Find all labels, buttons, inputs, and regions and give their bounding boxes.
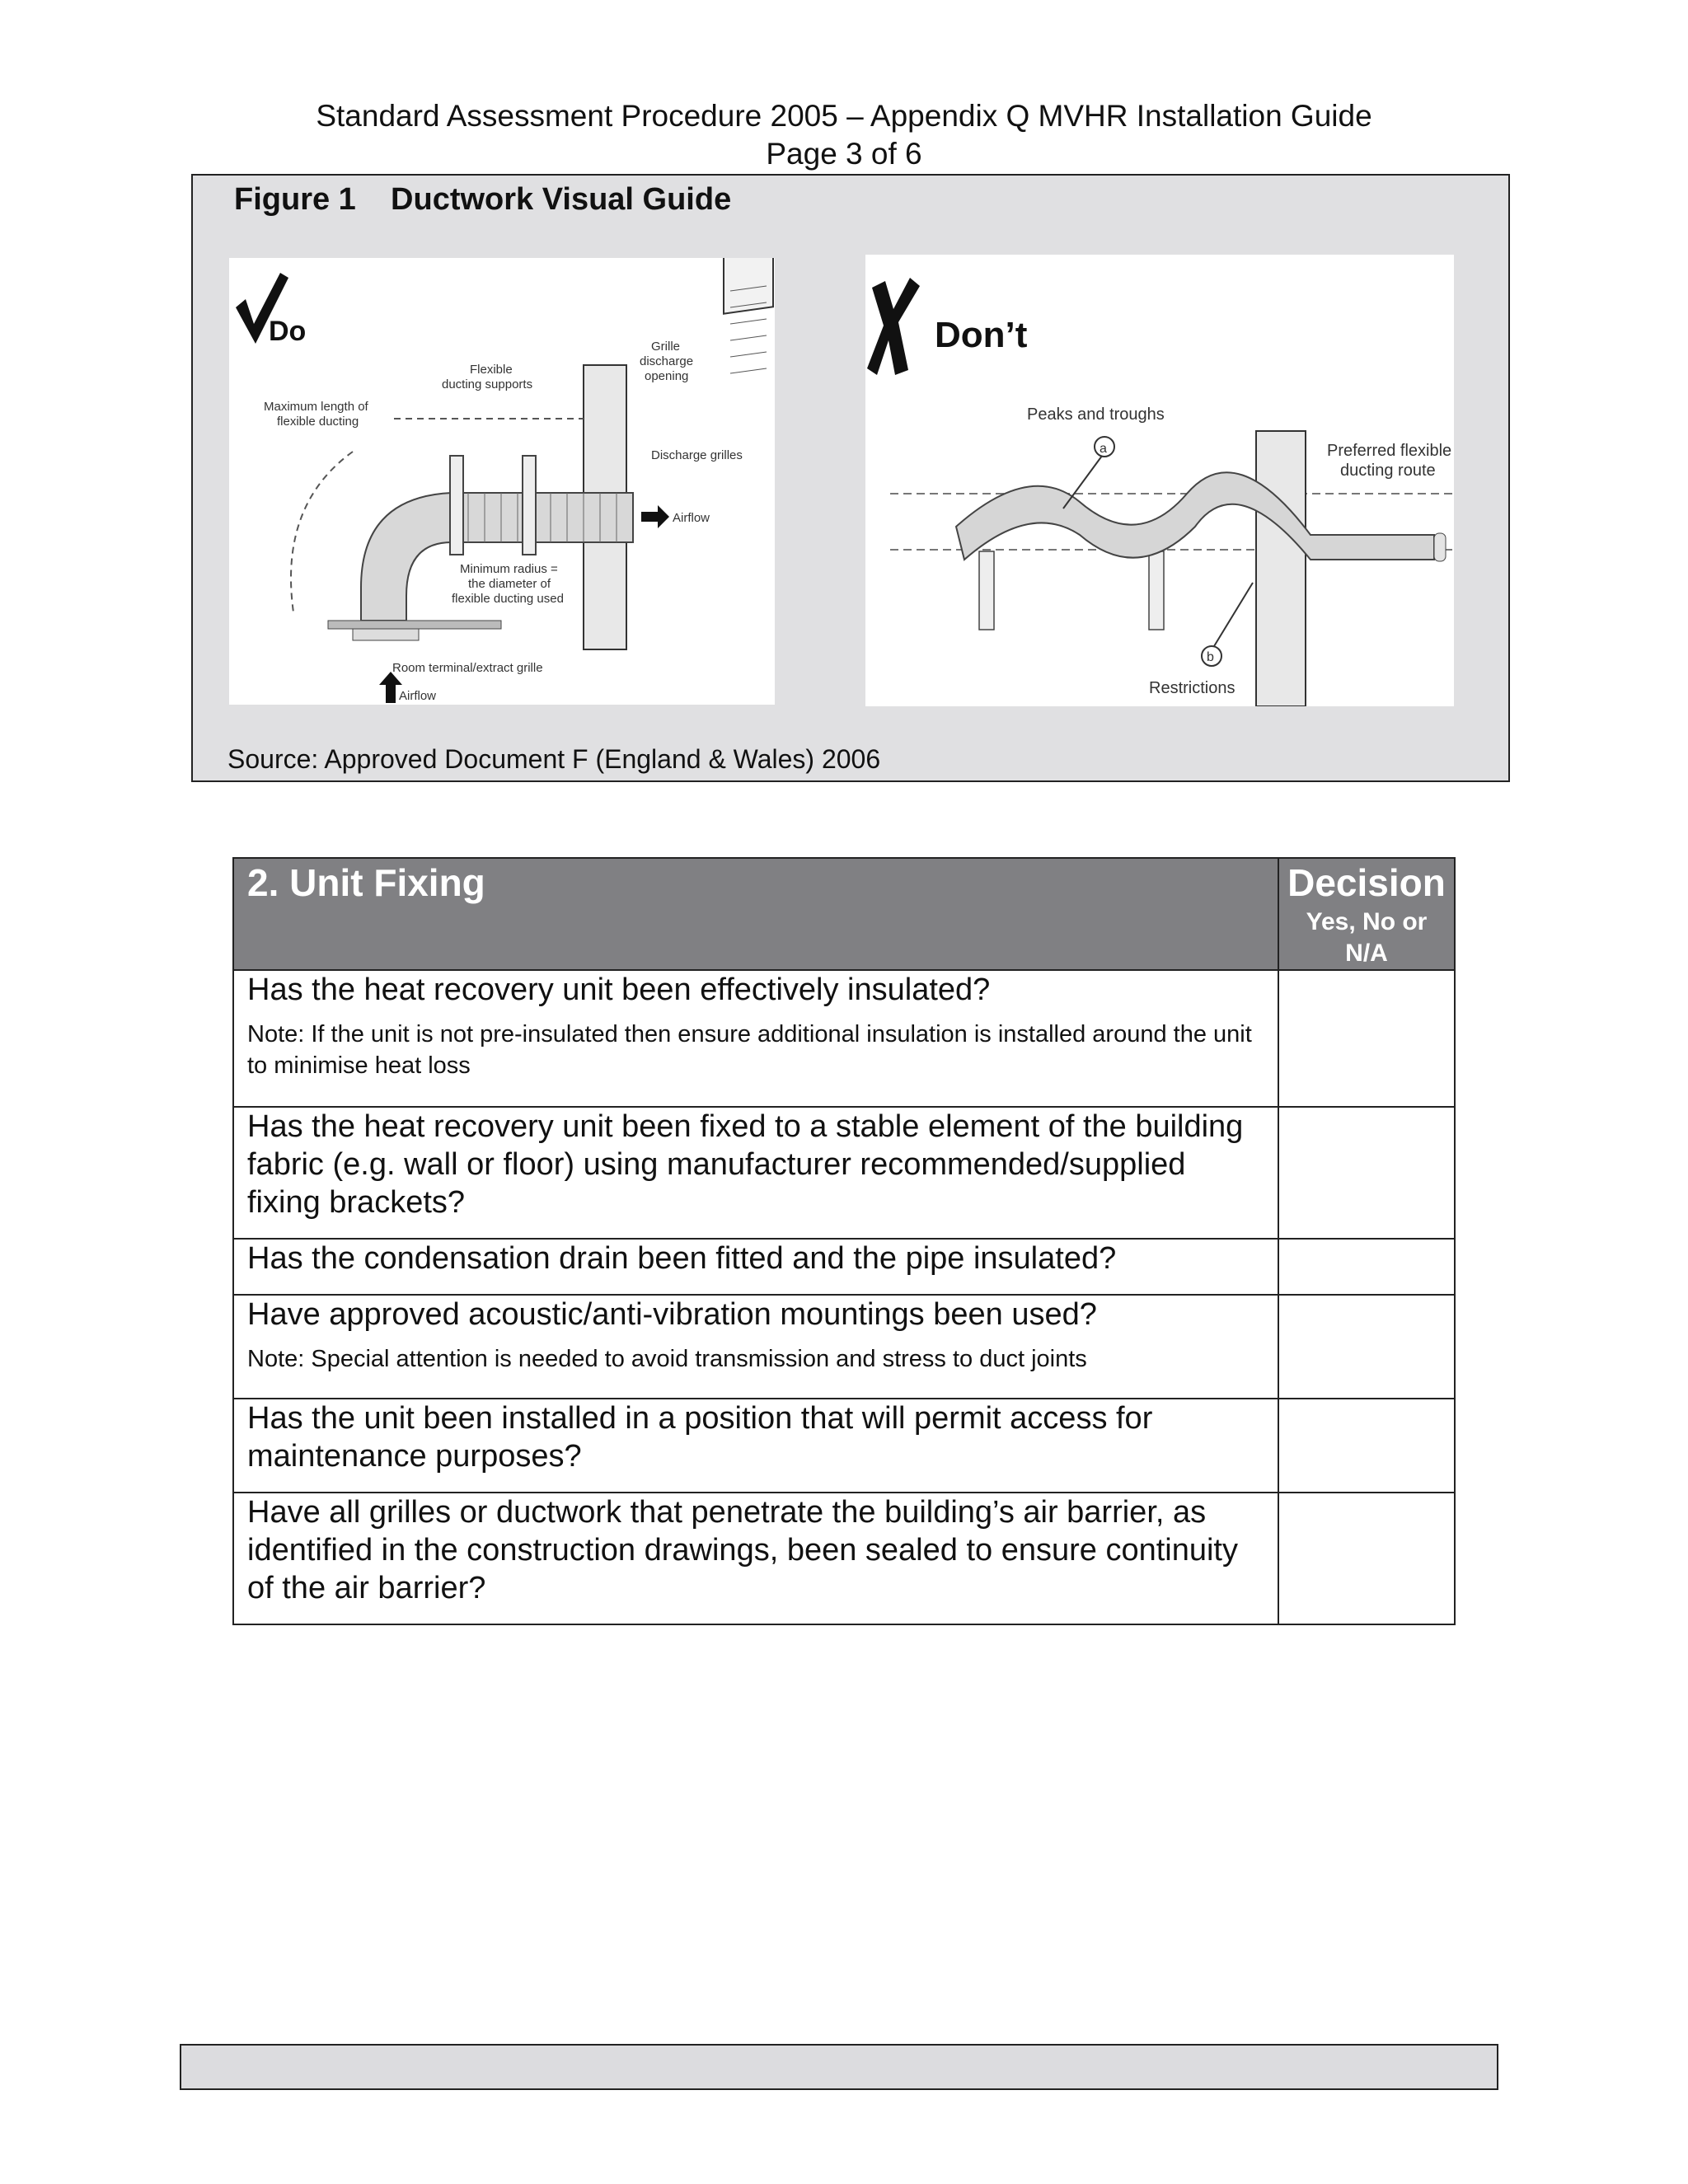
question-text: Have all grilles or ductwork that penetrate the building’s air barrier, as identified in the construction drawings, been sealed to ensure continuity of the air barrier? (247, 1495, 1238, 1605)
table-row (233, 1399, 1455, 1493)
question-text: Has the heat recovery unit been effectively insulated? (247, 972, 991, 1007)
question-text: Has the heat recovery unit been fixed to a stable element of the building fabric (e.g. wall or floor) using manufacturer recommended/supplied fixing brackets? (247, 1109, 1244, 1220)
svg-text:discharge: discharge (640, 354, 694, 368)
svg-text:Airflow: Airflow (673, 511, 710, 525)
section-title: 2. Unit Fixing (233, 858, 1278, 970)
decision-cell[interactable] (1278, 1399, 1455, 1493)
decision-cell[interactable] (1278, 1239, 1455, 1295)
question-cell (233, 1399, 1278, 1493)
do-illustration (229, 258, 775, 705)
question-text: Have approved acoustic/anti-vibration mountings been used? (247, 1297, 1097, 1332)
airflow-arrow-right-icon (641, 505, 669, 528)
svg-text:flexible ducting: flexible ducting (277, 415, 359, 429)
unit-fixing-table (232, 857, 1456, 1625)
grille-icon (724, 258, 773, 373)
wavy-duct (956, 472, 1434, 560)
page-number: Page 3 of 6 (766, 137, 922, 171)
svg-text:Airflow: Airflow (399, 689, 437, 703)
svg-text:ducting supports: ducting supports (442, 377, 533, 391)
decision-cell[interactable] (1278, 1493, 1455, 1624)
svg-text:Discharge grilles: Discharge grilles (651, 448, 743, 462)
svg-text:Grille: Grille (651, 340, 681, 354)
table-row (233, 970, 1455, 1107)
table-row (233, 1107, 1455, 1239)
question-cell (233, 1107, 1278, 1239)
question-cell (233, 1239, 1278, 1295)
question-text: Has the unit been installed in a position that will permit access for maintenance purposes? (247, 1401, 1153, 1474)
question-cell (233, 1295, 1278, 1399)
footer-bar (180, 2044, 1498, 2090)
svg-text:a: a (1100, 442, 1107, 456)
question-text: Has the condensation drain been fitted and the pipe insulated? (247, 1241, 1117, 1276)
page-header (0, 97, 1688, 173)
wall (1256, 431, 1306, 706)
svg-text:the diameter of: the diameter of (468, 577, 551, 591)
cross-icon (867, 278, 920, 375)
table-row (233, 1295, 1455, 1399)
figure-source: Source: Approved Document F (England & Wales) 2006 (227, 744, 881, 774)
svg-text:Preferred flexible: Preferred flexible (1327, 442, 1452, 460)
decision-header (1278, 858, 1455, 970)
dont-illustration (865, 255, 1454, 706)
decision-cell[interactable] (1278, 1107, 1455, 1239)
figure-box (191, 174, 1510, 782)
svg-text:Peaks and troughs: Peaks and troughs (1027, 405, 1165, 424)
question-note: Note: If the unit is not pre-insulated then ensure additional insulation is installed around the unit to minimise heat loss (247, 1021, 1252, 1079)
svg-text:Maximum length of: Maximum length of (264, 400, 368, 414)
svg-text:Restrictions: Restrictions (1149, 679, 1236, 697)
decision-cell[interactable] (1278, 970, 1455, 1107)
header-title: Standard Assessment Procedure 2005 – Appendix Q MVHR Installation Guide (316, 99, 1372, 133)
decision-options: Yes, No or N/A (1306, 908, 1428, 967)
svg-text:b: b (1207, 650, 1214, 664)
svg-text:flexible ducting used: flexible ducting used (452, 592, 564, 606)
decision-label: Decision (1287, 861, 1446, 904)
svg-text:opening: opening (645, 369, 689, 383)
question-cell (233, 1493, 1278, 1624)
figure-title: Figure 1 Ductwork Visual Guide (234, 182, 732, 217)
do-heading: Do (269, 316, 307, 347)
table-row (233, 1239, 1455, 1295)
svg-text:Flexible: Flexible (470, 363, 513, 377)
dont-heading: Don’t (935, 315, 1028, 355)
question-cell (233, 970, 1278, 1107)
svg-text:Room terminal/extract grille: Room terminal/extract grille (392, 661, 543, 675)
svg-text:ducting route: ducting route (1340, 462, 1436, 480)
question-note: Note: Special attention is needed to avoid transmission and stress to duct joints (247, 1346, 1087, 1372)
table-header-row (233, 858, 1455, 970)
svg-text:Minimum radius =: Minimum radius = (460, 562, 558, 576)
table-row (233, 1493, 1455, 1624)
decision-cell[interactable] (1278, 1295, 1455, 1399)
